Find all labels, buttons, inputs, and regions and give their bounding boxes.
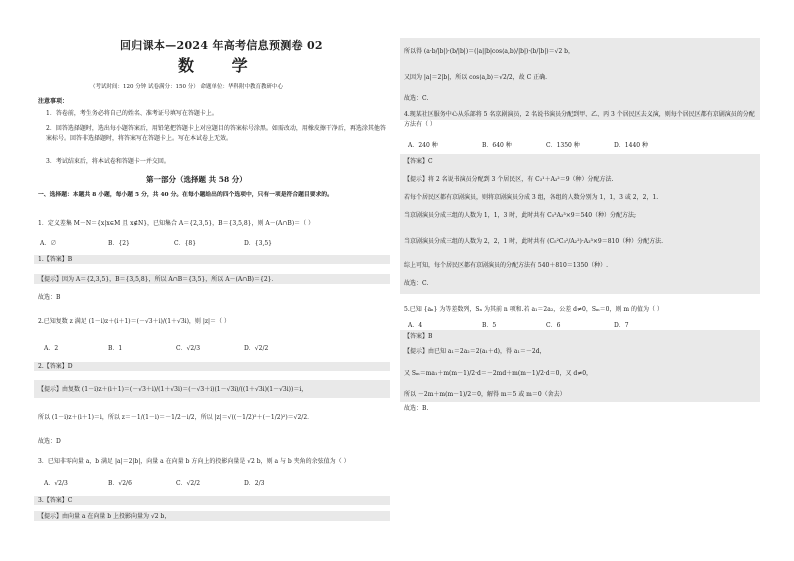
notes-heading: 注意事项： [38, 98, 69, 105]
q1-option-c: C．{8} [174, 240, 197, 247]
q4-hint-5: 综上可知，每个居民区都有京剧演员的分配方法有 540＋810＝1350（种）. [404, 262, 608, 269]
q5-hint-3: 所以 －2m＋m(m－1)/2＝0，解得 m＝5 或 m＝0（舍去） [404, 391, 566, 398]
note-item: 3．考试结束后，将本试卷和答题卡一并交回。 [46, 158, 170, 165]
q4-option-d: D．1440 种 [614, 142, 648, 149]
q5-hint-2: 又 Sₘ＝ma₁＋m(m－1)/2·d＝－2md＋m(m－1)/2·d＝0，又 d≠0， [404, 370, 593, 377]
q4-hint-2: 若每个居民区都有京剧演员，则将京剧演员分成 3 组，各组的人数分别为 1，1，3 或 2，2，1. [404, 194, 659, 201]
note-item: 1．答卷前，考生务必将自己的姓名、准考证号填写在答题卡上。 [46, 110, 218, 117]
question-4: 4.现某社区服务中心从乐部将 5 名京剧演员，2 名说书演员分配到甲、乙、丙 3 个居民区去义演，则每个居民区都有京剧演员的分配方法有（ ） [404, 111, 755, 128]
q2-option-a: A．2 [44, 345, 59, 352]
question-5: 5.已知 {aₙ} 为等差数列，Sₙ 为其前 n 项和.若 a₁＝2a₂，公差 d≠0，Sₘ＝0，则 m 的值为（ ） [404, 306, 663, 313]
q2-pick: 故选：D [38, 438, 61, 445]
exam-meta: （考试时间：120 分钟 试卷满分：150 分） 命题单位：华科附中教育教研中心 [90, 84, 283, 90]
q4-pick: 故选：C. [404, 280, 429, 287]
q5-option-a: A．4 [408, 322, 423, 329]
q2-option-d: D．√2/2 [244, 345, 269, 352]
q1-option-a: A．∅ [40, 240, 57, 247]
q5-option-c: C．6 [546, 322, 561, 329]
q2-hint-2: 所以 (1－i)z＋(i＋1)＝i，所以 z＝－1/(1－i)＝－1/2－i/2，所以 |z|＝√((－1/2)²＋(－1/2)²)＝√2/2． [38, 414, 314, 421]
q3-option-b: B．√2/6 [108, 480, 132, 487]
q1-pick: 故选：B [38, 294, 61, 301]
q5-hint-1: 【提示】由已知 a₁＝2a₂＝2(a₁＋d)，得 a₁＝－2d， [404, 348, 546, 355]
answer-shade [34, 255, 390, 264]
q1-option-d: D．{3,5} [244, 240, 272, 247]
q4-hint-3: 当京剧演员分成三组的人数为 1，1，3 时，此时共有 C₅³A₃³×9＝540（种）分配方法; [404, 212, 637, 219]
question-3: 3．已知非零向量 a，b 满足 |a|＝2|b|，向量 a 在向量 b 方向上的投影向量是 √2 b，则 a 与 b 夹角的余弦值为（ ） [38, 458, 350, 465]
q4-option-c: C．1350 种 [546, 142, 580, 149]
q3-option-d: D．2/3 [244, 480, 265, 487]
section-title: 第一部分（选择题 共 58 分） [146, 175, 247, 184]
q3-hint: 【提示】由向量 a 在向量 b 上投影向量为 √2 b， [38, 513, 171, 520]
q1-answer: 1.【答案】B [38, 256, 73, 263]
q2-answer: 2.【答案】D [38, 363, 73, 370]
q5-pick: 故选：B. [404, 405, 429, 412]
q3-option-a: A．√2/3 [44, 480, 68, 487]
q4-option-b: B．640 种 [482, 142, 512, 149]
answer-shade [34, 496, 390, 505]
note-item: 2．回答选择题时，选出每小题答案后，用铅笔把答题卡上对应题目的答案标号涂黑。如需改动，用橡皮擦干净后，再选涂其他答案标号。回答非选择题时，将答案写在答题卡上。写在本试卷上无效。 [46, 125, 386, 142]
q3-hint-cont-2: 又因为 |a|＝2|b|，所以 cos⟨a,b⟩＝√2/2，故 C 正确. [404, 74, 547, 81]
q1-hint: 【提示】因为 A＝{2,3,5}，B＝{3,5,8}，所以 A∩B＝{3,5}，所以 A－(A∩B)＝{2}． [38, 276, 278, 283]
q4-hint-1: 【提示】将 2 名说书演员分配到 3 个居民区，有 C₃¹＋A₃²＝9（种）分配方法. [404, 176, 614, 183]
q4-option-a: A．240 种 [408, 142, 438, 149]
hint-shade [400, 154, 760, 294]
q2-option-c: C．√2/3 [176, 345, 201, 352]
q5-option-b: B．5 [482, 322, 497, 329]
q5-answer: 【答案】B [404, 333, 433, 340]
question-1: 1．定义差集 M－N＝{x|x∈M 且 x∉N}，已知集合 A＝{2,3,5}，B＝{3,5,8}，则 A－(A∩B)＝（ ） [38, 220, 315, 227]
q2-hint: 【提示】由复数 (1－i)z＋(i＋1)＝(－√3＋i)/(1＋√3i)＝(－√3＋i)(1－√3i)/((1＋√3i)(1－√3i))＝i， [38, 386, 308, 393]
q5-option-d: D．7 [614, 322, 629, 329]
q3-answer: 3.【答案】C [38, 497, 73, 504]
exam-title: 回归课本—2024 年高考信息预测卷 02 [120, 39, 323, 52]
q3-pick: 故选：C. [404, 95, 429, 102]
q4-hint-4: 当京剧演员分成三组的人数为 2，2，1 时，此时共有 (C₅²C₃²/A₂²)·A₃³×9＝810（种）分配方法. [404, 238, 664, 245]
question-2: 2.已知复数 z 满足 (1－i)z＋(i＋1)＝(－√3＋i)/(1＋√3i)，则 |z|＝（ ） [38, 318, 230, 325]
q4-answer: 【答案】C [404, 158, 433, 165]
section-intro: 一、选择题：本题共 8 小题，每小题 5 分，共 40 分。在每小题给出的四个选项中，只有一项是符合题目要求的。 [38, 192, 333, 198]
q3-hint-cont: 所以得 (a·b/|b|)·(b/|b|)＝(|a||b|cos⟨a,b⟩/|b|)·(b/|b|)＝√2 b， [404, 48, 575, 55]
subject-heading: 数 学 [178, 56, 264, 75]
q2-option-b: B．1 [108, 345, 123, 352]
q1-option-b: B．{2} [108, 240, 130, 247]
q3-option-c: C．√2/2 [176, 480, 201, 487]
answer-shade [34, 362, 390, 371]
